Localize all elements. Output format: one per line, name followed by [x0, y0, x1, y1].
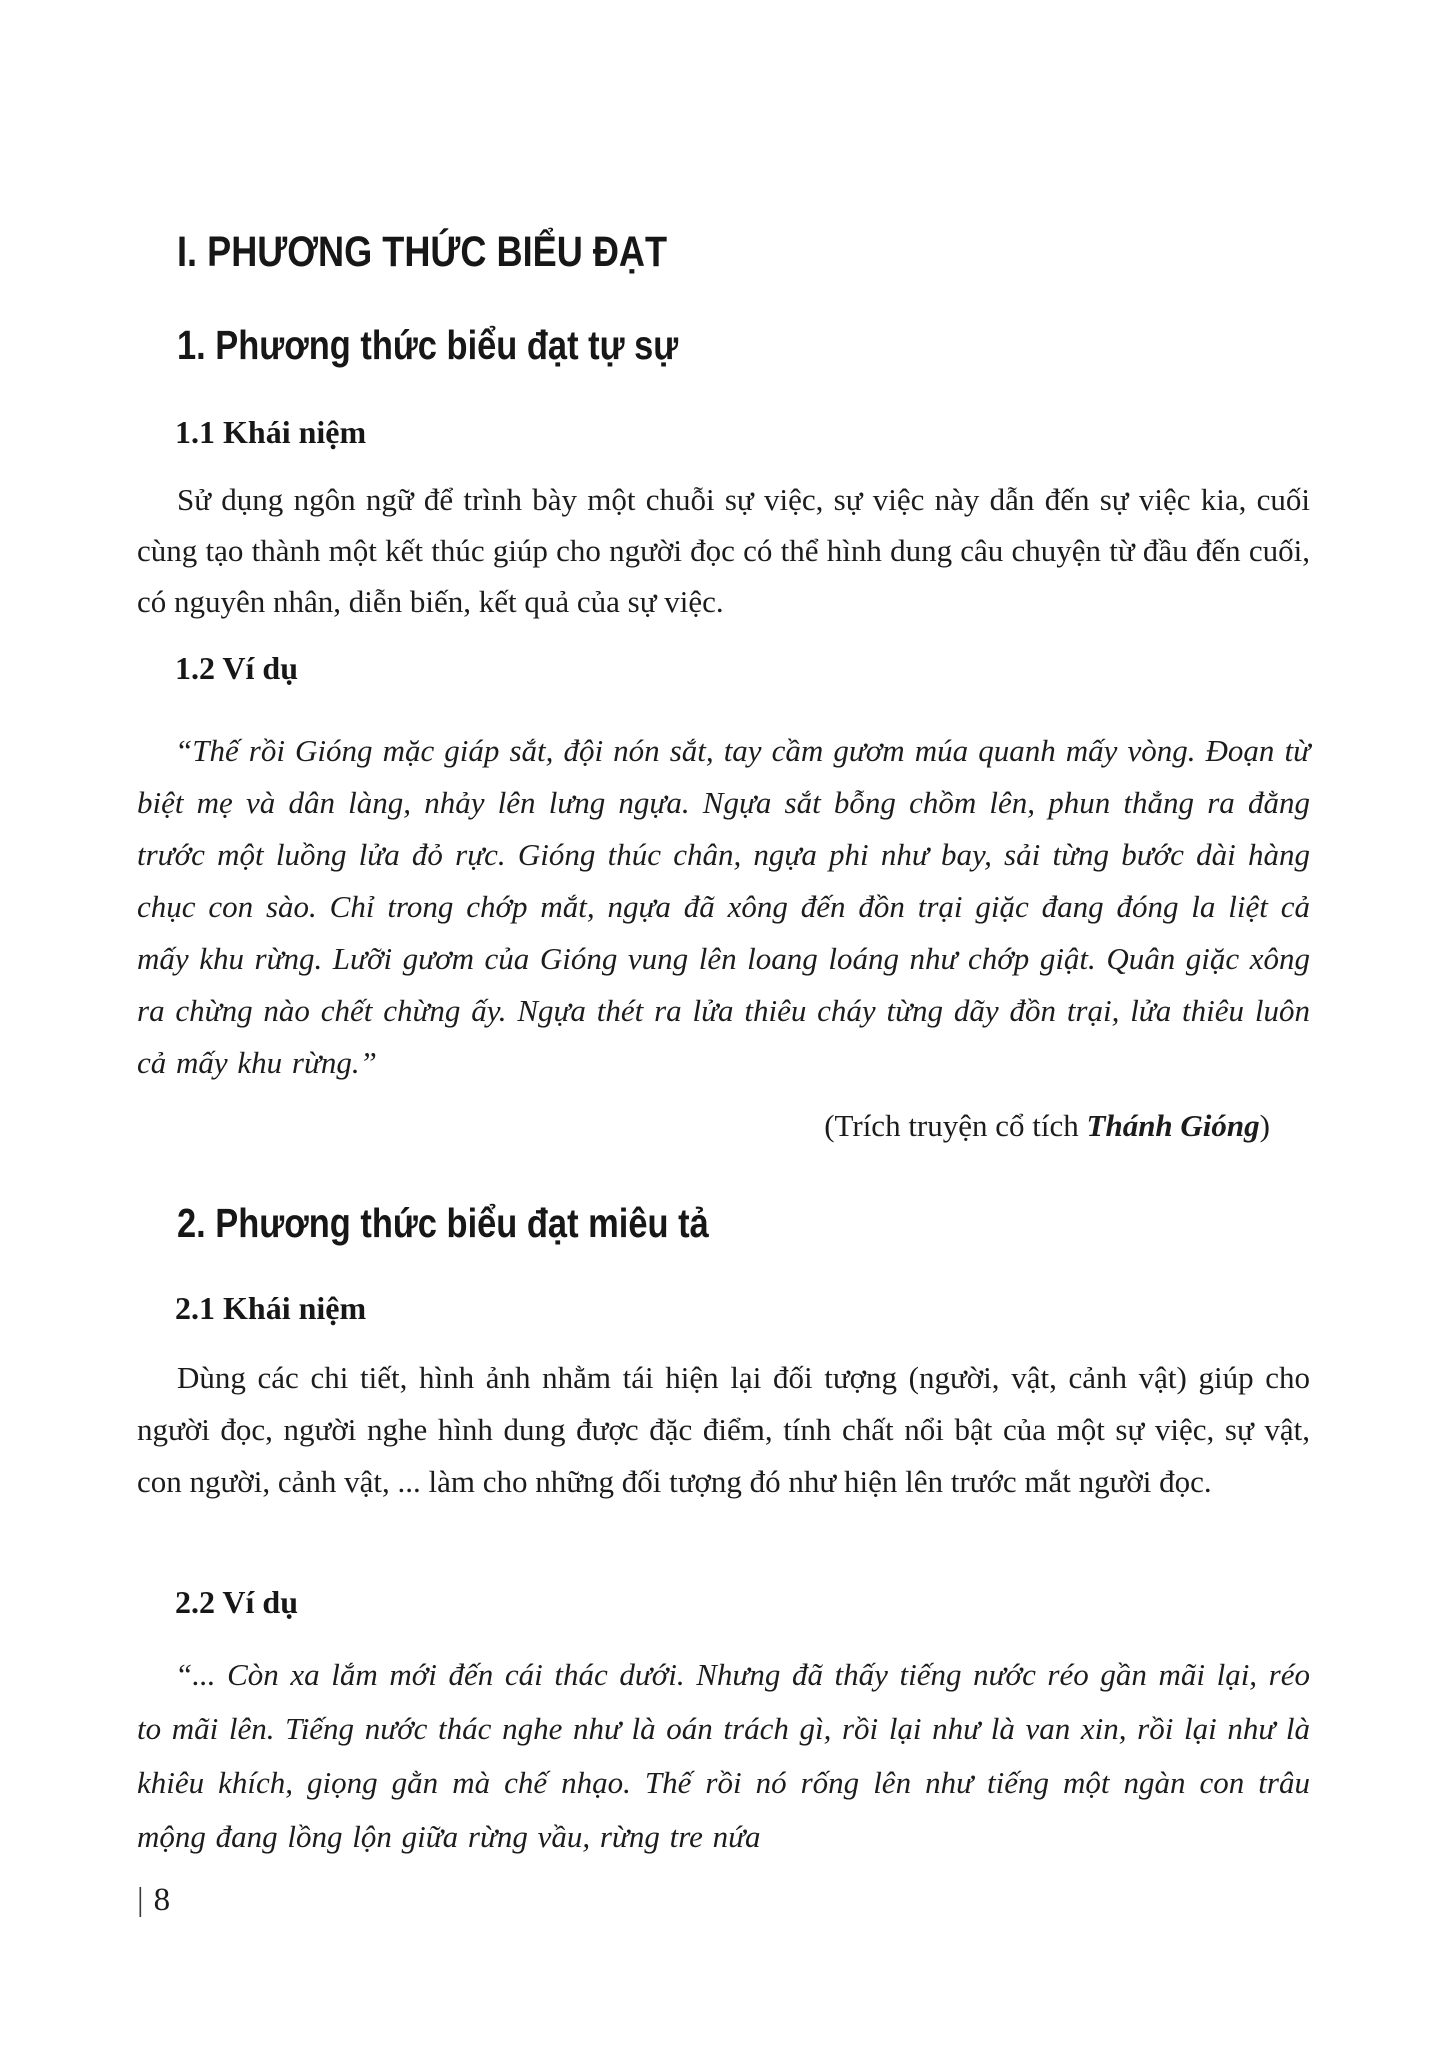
section-2-concept-heading: 2.1 Khái niệm: [175, 1290, 367, 1326]
attribution-suffix: ): [1259, 1108, 1270, 1143]
section-1-heading: 1. Phương thức biểu đạt tự sự: [177, 322, 679, 368]
section-1-example-quote: “Thế rồi Gióng mặc giáp sắt, đội nón sắt, tay cầm gươm múa quanh mấy vòng. Đoạn từ biệt mẹ và dân làng, nhảy lên lưng ngựa. Ngựa sắt bỗng chồm lên, phun thẳng ra đằng trước một luồng lửa đỏ rực. Gióng thúc chân, ngựa phi như bay, sải từng bước dài hàng chục con sào. Chỉ trong chớp mắt, ngựa đã xông đến đồn trại giặc đang đóng la liệt cả mấy khu rừng. Lưỡi gươm của Gióng vung lên loang loáng như chớp giật. Quân giặc xông ra chừng nào chết chừng ấy. Ngựa thét ra lửa thiêu cháy từng dãy đồn trại, lửa thiêu luôn cả mấy khu rừng.”: [137, 733, 1310, 1080]
attribution-work-title: Thánh Gióng: [1086, 1108, 1260, 1143]
section-2-example-quote: “... Còn xa lắm mới đến cái thác dưới. Nhưng đã thấy tiếng nước réo gần mãi lại, réo to mãi lên. Tiếng nước thác nghe như là oán trách gì, rồi lại như là van xin, rồi lại như là khiêu khích, giọng gằn mà chế nhạo. Thế rồi nó rống lên như tiếng một ngàn con trâu mộng đang lồng lộn giữa rừng vầu, rừng tre nứa: [137, 1657, 1310, 1854]
section-1-example-heading-block: [137, 650, 1310, 687]
section-2-concept-block: [137, 1352, 1310, 1508]
main-heading-block: [137, 228, 1310, 277]
section-1-heading-block: [137, 322, 1310, 369]
section-2-heading: 2. Phương thức biểu đạt miêu tả: [177, 1200, 709, 1246]
section-1-concept-paragraph: Sử dụng ngôn ngữ để trình bày một chuỗi sự việc, sự việc này dẫn đến sự việc kia, cuối cùng tạo thành một kết thúc giúp cho người đọc có thể hình dung câu chuyện từ đầu đến cuối, có nguyên nhân, diễn biến, kết quả của sự việc.: [137, 482, 1310, 619]
section-1-concept-heading-block: [137, 414, 1310, 451]
section-2-heading-block: [137, 1200, 1310, 1247]
attribution-prefix: (Trích truyện cổ tích: [824, 1108, 1087, 1143]
page-footer: [137, 1882, 170, 1919]
section-2-concept-paragraph: Dùng các chi tiết, hình ảnh nhằm tái hiện lại đối tượng (người, vật, cảnh vật) giúp cho người đọc, người nghe hình dung được đặc điểm, tính chất nổi bật của một sự việc, sự vật, con người, cảnh vật, ... làm cho những đối tượng đó như hiện lên trước mắt người đọc.: [137, 1360, 1310, 1499]
section-1-concept-block: [137, 474, 1310, 627]
section-1-attribution: [137, 1108, 1310, 1144]
section-2-example-heading-block: [137, 1584, 1310, 1621]
section-2-example-block: [137, 1648, 1310, 1864]
footer-separator: |: [137, 1882, 144, 1918]
section-1-concept-heading: 1.1 Khái niệm: [175, 414, 367, 450]
section-1-attribution-block: [137, 1108, 1310, 1144]
section-2-example-heading: 2.2 Ví dụ: [175, 1584, 299, 1620]
section-1-example-heading: 1.2 Ví dụ: [175, 650, 299, 686]
section-2-concept-heading-block: [137, 1290, 1310, 1327]
main-heading: I. PHƯƠNG THỨC BIỂU ĐẠT: [177, 228, 668, 276]
section-1-example-block: [137, 725, 1310, 1089]
page-number: 8: [153, 1882, 171, 1918]
